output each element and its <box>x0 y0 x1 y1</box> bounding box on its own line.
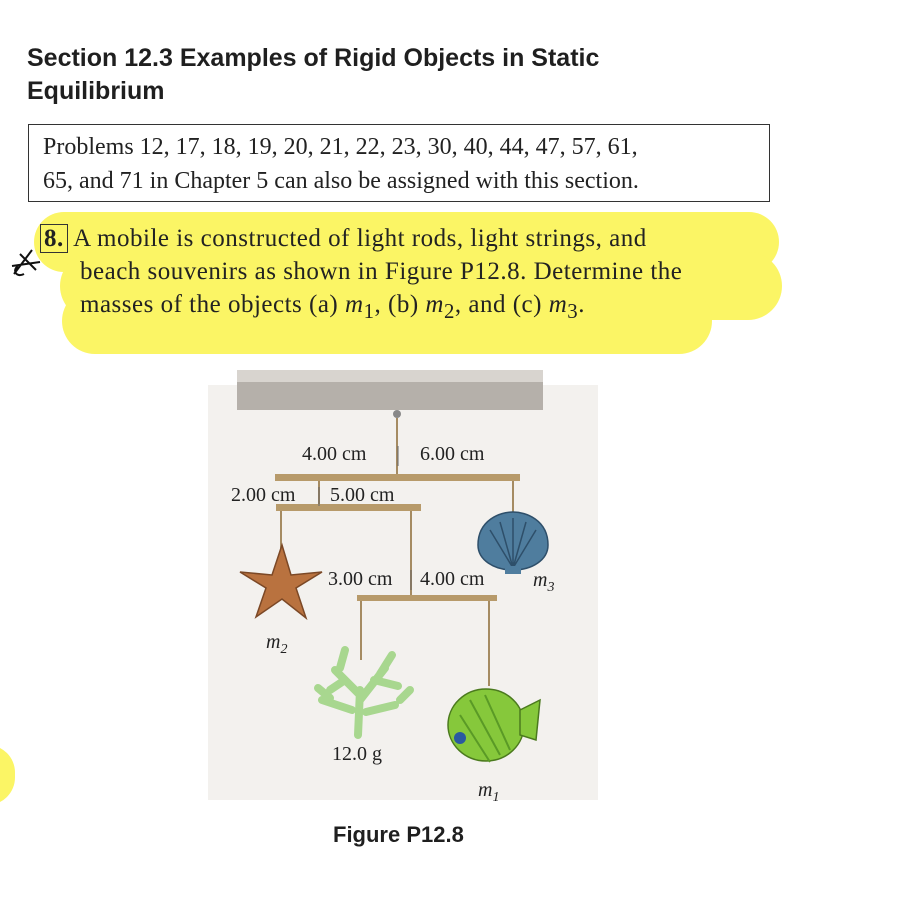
label-m2: $m_2$ <box>266 631 288 657</box>
label-top-right: 6.00 cm <box>420 443 485 465</box>
label-m1: $m_1$ <box>478 779 500 805</box>
problem-text-line2: beach souvenirs as shown in Figure P12.8. Determine the <box>80 258 683 285</box>
label-m3: $m_3$ <box>533 569 555 595</box>
problem-text-line1: A mobile is constructed of light rods, light strings, and <box>73 225 647 252</box>
problem-number: 8. <box>40 224 68 253</box>
hook-icon <box>393 410 401 418</box>
bottom-rod <box>357 595 497 601</box>
section-title-line2: Equilibrium <box>27 77 165 105</box>
assigned-problems-line2: 65, and 71 in Chapter 5 can also be assigned with this section. <box>43 168 639 194</box>
label-mid-left: 2.00 cm <box>231 484 296 506</box>
label-low-left: 3.00 cm <box>328 568 393 590</box>
assigned-problems-line1: Problems 12, 17, 18, 19, 20, 21, 22, 23, 30, 40, 44, 47, 57, 61, <box>43 134 638 160</box>
top-rod <box>275 474 520 481</box>
problem-text-line3: masses of the objects (a) $m_1$, (b) $m_2$, and (c) $m_3$. <box>80 291 585 323</box>
label-coral-mass: 12.0 g <box>332 743 382 765</box>
label-mid-right: 5.00 cm <box>330 484 395 506</box>
label-low-right: 4.00 cm <box>420 568 485 590</box>
section-title-line1: Section 12.3 Examples of Rigid Objects in Static <box>27 44 600 72</box>
label-top-left: 4.00 cm <box>302 443 367 465</box>
figure-caption: Figure P12.8 <box>333 822 464 847</box>
